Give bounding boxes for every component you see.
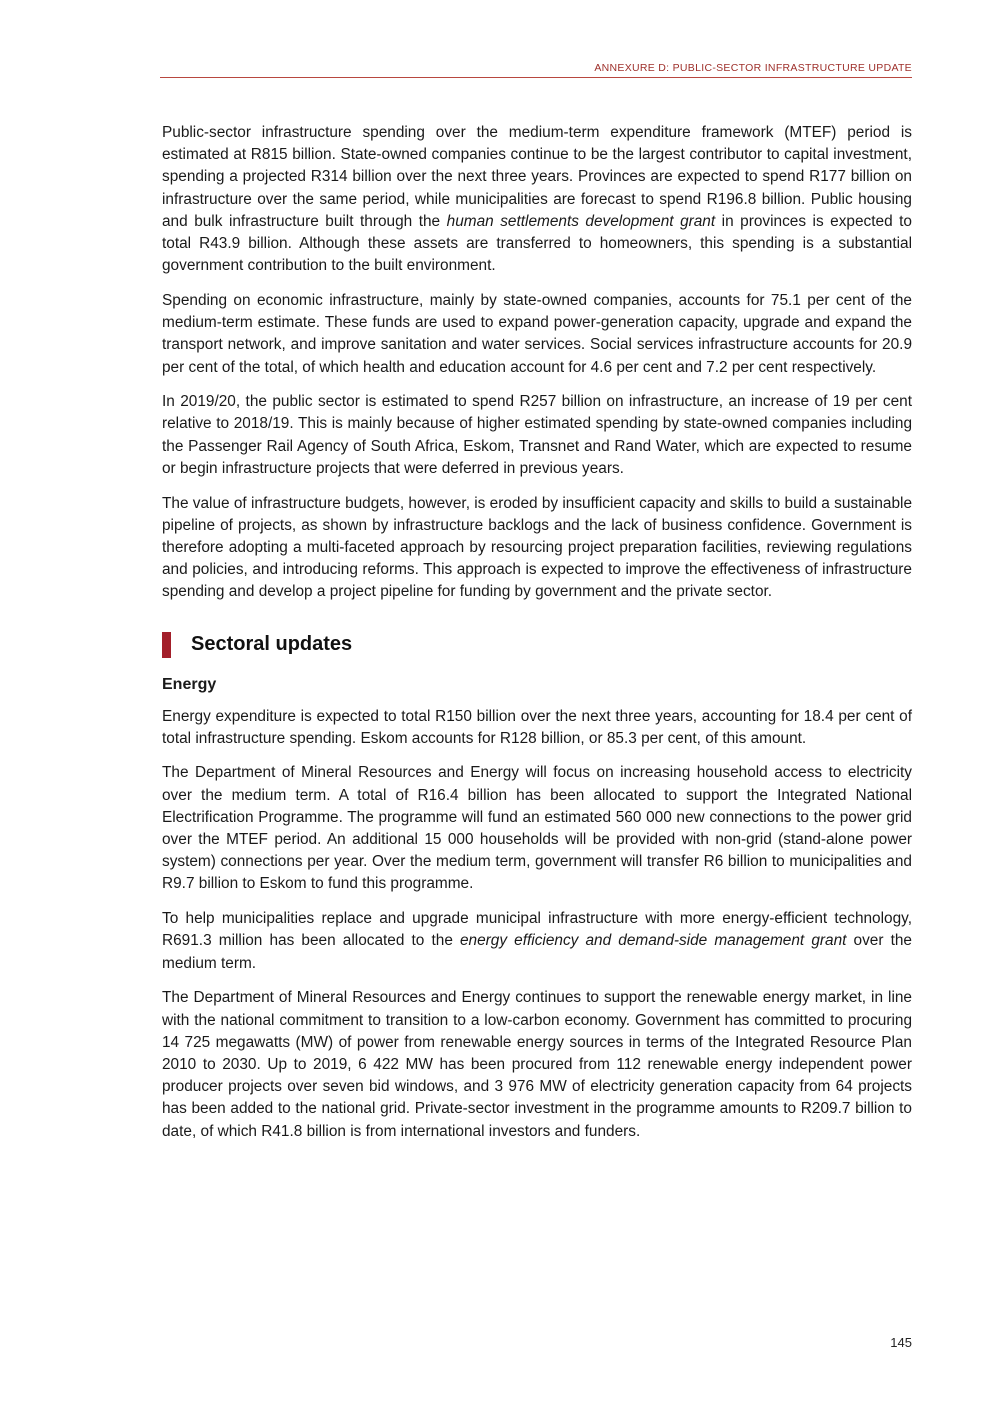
energy-paragraph-3-emphasis: energy efficiency and demand-side management grant: [460, 932, 847, 950]
intro-paragraph-1: [162, 122, 912, 277]
energy-paragraph-3-text-b: over the medium term.: [162, 932, 912, 972]
intro-paragraph-3: In 2019/20, the public sector is estimated to spend R257 billion on infrastructure, an increase of 19 per cent relative to 2018/19. This is mainly because of higher estimated spending by state-owned companies including the Passenger Rail Agency of South Africa, Eskom, Transnet and Rand Water, which are expected to resume or begin infrastructure projects that were deferred in previous years.: [162, 393, 912, 477]
page-number: 145: [890, 1335, 912, 1350]
section-marker-bar: [162, 632, 171, 658]
energy-subheading: Energy: [162, 675, 217, 693]
running-header: ANNEXURE D: PUBLIC-SECTOR INFRASTRUCTURE UPDATE: [160, 62, 912, 78]
section-title: Sectoral updates: [191, 633, 353, 656]
energy-paragraph-1: Energy expenditure is expected to total R150 billion over the next three years, accounting for 18.4 per cent of total infrastructure spending. Eskom accounts for R128 billion, or 85.3 per cent, of this amount.: [162, 707, 912, 747]
section-heading: [162, 632, 912, 658]
intro-paragraph-1-text-b: in provinces is expected to total R43.9 billion. Although these assets are transferred to homeowners, this spending is a substantial government contribution to the built environment.: [162, 212, 912, 275]
energy-paragraph-4: The Department of Mineral Resources and Energy continues to support the renewable energy market, in line with the national commitment to transition to a low-carbon economy. Government has committed to procuring 14 725 megawatts (MW) of power from renewable energy sources in terms of the Integrated Resource Plan 2010 to 2030. Up to 2019, 6 422 MW has been procured from 112 renewable energy independent power producer projects over seven bid windows, and 3 976 MW of electricity generation capacity from 64 projects has been added to the national grid. Private-sector investment in the programme amounts to R209.7 billion to date, of which R41.8 billion is from international investors and funders.: [162, 989, 912, 1140]
main-content: [162, 122, 912, 1155]
energy-paragraph-3-text-a: To help municipalities replace and upgrade municipal infrastructure with more energy-efficient technology, R691.3 million has been allocated to the: [162, 910, 912, 950]
intro-paragraph-2: Spending on economic infrastructure, mainly by state-owned companies, accounts for 75.1 per cent of the medium-term estimate. These funds are used to expand power-generation capacity, upgrade and expand the transport network, and improve sanitation and water services. Social services infrastructure accounts for 20.9 per cent of the total, of which health and education account for 4.6 per cent and 7.2 per cent respectively.: [162, 291, 912, 376]
intro-paragraph-1-text-a: Public-sector infrastructure spending over the medium-term expenditure framework (MTEF) period is estimated at R815 billion. State-owned companies continue to be the largest contributor to capital investment, spending a projected R314 billion over the next three years. Provinces are expected to spend R177 billion on infrastructure over the same period, while municipalities are forecast to spend R196.8 billion. Public housing and bulk infrastructure built through the: [162, 124, 912, 230]
energy-paragraph-3: [162, 908, 912, 975]
intro-paragraph-1-emphasis: human settlements development grant: [446, 212, 716, 230]
intro-paragraph-4: The value of infrastructure budgets, however, is eroded by insufficient capacity and skills to build a sustainable pipeline of projects, as shown by infrastructure backlogs and the lack of business confidence. Government is therefore adopting a multi-faceted approach by resourcing project preparation facilities, reviewing regulations and policies, and introducing reforms. This approach is expected to improve the effectiveness of infrastructure spending and develop a project pipeline for funding by government and the private sector.: [162, 494, 913, 601]
energy-paragraph-2: The Department of Mineral Resources and Energy will focus on increasing household access to electricity over the medium term. A total of R16.4 billion has been allocated to support the Integrated National Electrification Programme. The programme will fund an estimated 560 000 new connections to the power grid over the MTEF period. An additional 15 000 households will be provided with non-grid (stand-alone power system) connections per year. Over the medium term, government will transfer R6 billion to municipalities and R9.7 billion to Eskom to fund this programme.: [162, 764, 912, 893]
